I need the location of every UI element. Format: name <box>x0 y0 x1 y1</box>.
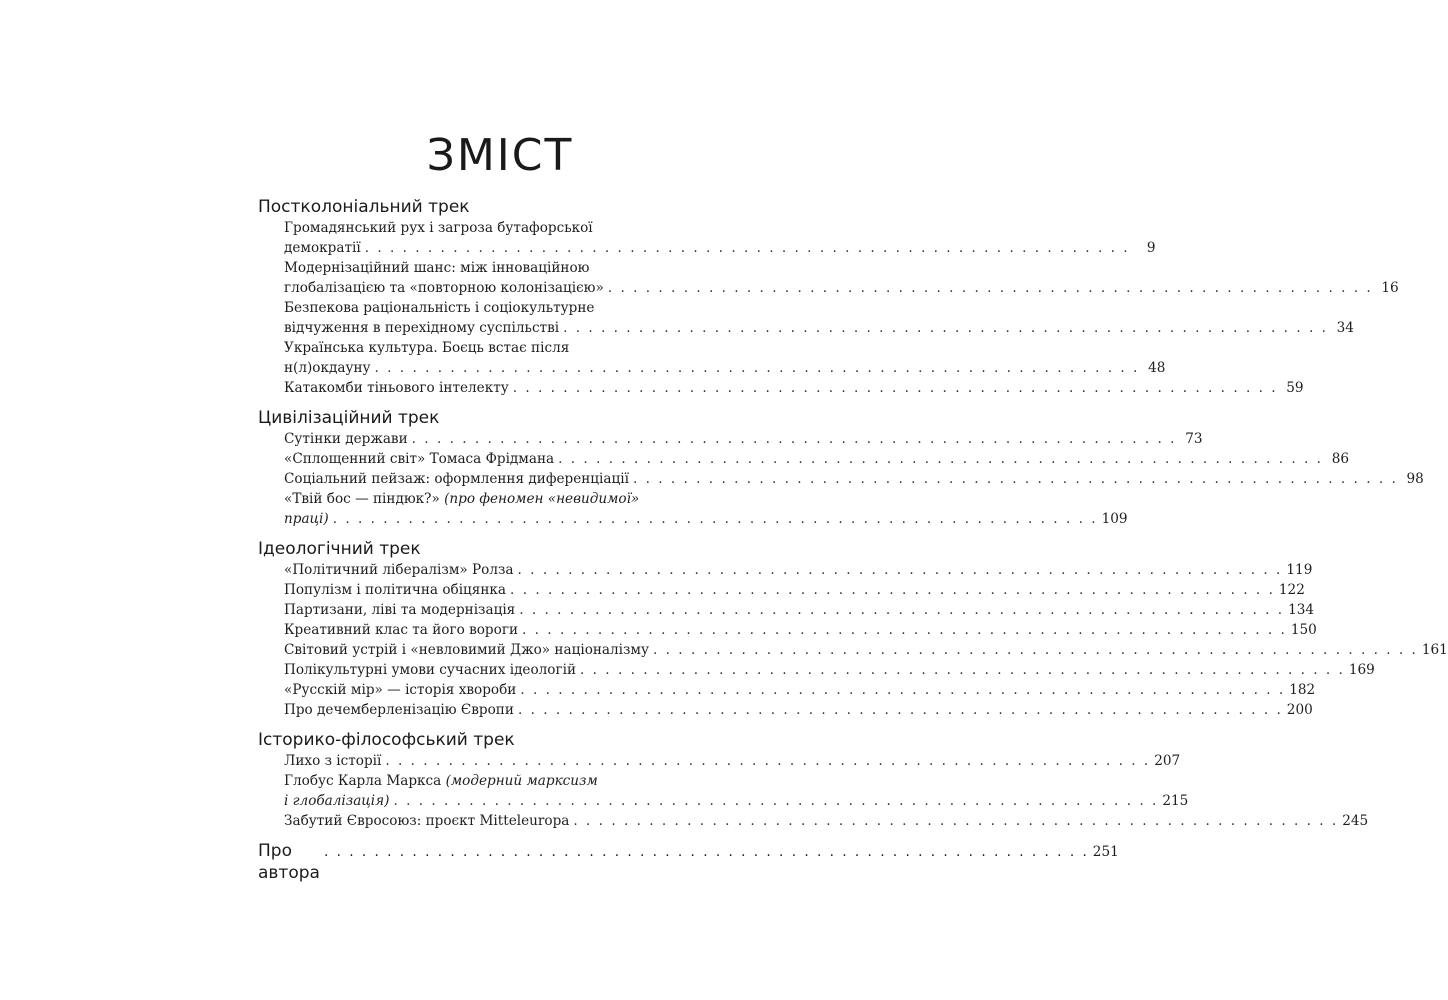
table-of-contents <box>258 196 1448 883</box>
entry-last-line <box>284 469 1424 489</box>
section-heading: Історико-філософський трек <box>258 730 515 750</box>
entry-title-text: Популізм і політична обіцянка <box>284 582 507 598</box>
entry-title-line <box>284 771 698 791</box>
toc-entry[interactable] <box>258 660 1375 680</box>
dot-leader: . . . . . . . . . . . . . . . . . . . . . . . . . . . . . . . . . . . . . . . . . . . . . . . . . . . . . . . . . . . . . <box>558 451 1323 467</box>
entry-title-line <box>284 258 698 278</box>
entry-title-text: Громадянський рух і загроза бутафорської <box>284 220 593 236</box>
entry-last-line <box>284 509 1128 529</box>
entry-last-line <box>284 358 1166 378</box>
page-number: 200 <box>1286 702 1313 718</box>
entry-title-text: Креативний клас та його вороги <box>284 622 519 638</box>
section-heading: Цивілізаційний трек <box>258 408 440 428</box>
entry-last-line <box>284 700 1313 720</box>
dot-leader: . . . . . . . . . . . . . . . . . . . . . . . . . . . . . . . . . . . . . . . . . . . . . . . . . . . . . . . . . . . . . <box>512 380 1278 396</box>
page-number: 215 <box>1162 793 1189 809</box>
entry-title-text: Світовий устрій і «невловимий Джо» націоналізму <box>284 642 650 658</box>
page-number: 134 <box>1288 602 1315 618</box>
toc-entry[interactable] <box>258 378 1304 398</box>
toc-entry[interactable] <box>258 449 1349 469</box>
toc-entry[interactable] <box>258 751 1181 771</box>
page-number: 251 <box>1092 844 1119 860</box>
page-number: 169 <box>1348 662 1375 678</box>
page-number: 207 <box>1154 753 1181 769</box>
author-label: Про автора <box>258 841 320 883</box>
page-title: ЗМІСТ <box>426 130 574 181</box>
page-number: 161 <box>1421 642 1448 658</box>
page-number: 59 <box>1286 380 1304 396</box>
dot-leader: . . . . . . . . . . . . . . . . . . . . . . . . . . . . . . . . . . . . . . . . . . . . . . . . . . . . . . . . . . . . . <box>653 642 1418 658</box>
dot-leader: . . . . . . . . . . . . . . . . . . . . . . . . . . . . . . . . . . . . . . . . . . . . . . . . . . . . . . . . . . . . . <box>519 602 1285 618</box>
page-number: 245 <box>1342 813 1369 829</box>
entry-last-line <box>284 811 1369 831</box>
entry-last-line <box>284 449 1349 469</box>
dot-leader: . . . . . . . . . . . . . . . . . . . . . . . . . . . . . . . . . . . . . . . . . . . . . . . . . . . . . . . . . . . . . <box>520 682 1286 698</box>
entry-title-text: «Твій бос — піндюк?» <box>284 491 440 507</box>
page-number: 73 <box>1185 431 1203 447</box>
toc-entry[interactable] <box>258 258 1399 298</box>
dot-leader: . . . . . . . . . . . . . . . . . . . . . . . . . . . . . . . . . . . . . . . . . . . . . . . . . . . . . . . . . . . . . <box>517 562 1283 578</box>
entry-title-text: Соціальний пейзаж: оформлення диференціації <box>284 471 629 487</box>
entry-last-line <box>284 791 1189 811</box>
page-number: 122 <box>1278 582 1305 598</box>
entry-title-text: «Сплощенний світ» Томаса Фрідмана <box>284 451 555 467</box>
entry-title-text: глобалізацією та «повторною колонізацією» <box>284 280 604 296</box>
entry-title-italic: праці) <box>284 511 329 527</box>
page-number: 86 <box>1331 451 1349 467</box>
page-number: 16 <box>1381 280 1399 296</box>
toc-entry[interactable] <box>258 580 1305 600</box>
dot-leader: . . . . . . . . . . . . . . . . . . . . . . . . . . . . . . . . . . . . . . . . . . . . . . . . . . . . . . . . . . . . . <box>411 431 1177 447</box>
entry-title-text: демократії <box>284 240 361 256</box>
entry-last-line <box>284 580 1305 600</box>
dot-leader: . . . . . . . . . . . . . . . . . . . . . . . . . . . . . . . . . . . . . . . . . . . . . . . . . . . . . . . . . . . . . <box>323 844 1089 860</box>
dot-leader: . . . . . . . . . . . . . . . . . . . . . . . . . . . . . . . . . . . . . . . . . . . . . . . . . . . . . . . . . . . . . <box>517 702 1283 718</box>
toc-entry[interactable] <box>258 298 1354 338</box>
entry-title-text: Модернізаційний шанс: між інноваційною <box>284 260 590 276</box>
entry-last-line <box>284 680 1316 700</box>
entry-title-line <box>284 338 698 358</box>
toc-entry[interactable] <box>258 218 1156 258</box>
entry-title-text: Про дечемберленізацію Європи <box>284 702 514 718</box>
entry-last-line <box>284 600 1315 620</box>
entry-title-line <box>284 298 698 318</box>
dot-leader: . . . . . . . . . . . . . . . . . . . . . . . . . . . . . . . . . . . . . . . . . . . . . . . . . . . . . . . . . . . . . <box>374 360 1140 376</box>
dot-leader: . . . . . . . . . . . . . . . . . . . . . . . . . . . . . . . . . . . . . . . . . . . . . . . . . . . . . . . . . . . . . <box>510 582 1275 598</box>
entry-title-text: Забутий Євросоюз: проєкт Mitteleuropa <box>284 813 570 829</box>
entry-title-text: Лихо з історії <box>284 753 382 769</box>
entry-title-text: Катакомби тіньового інтелекту <box>284 380 509 396</box>
entry-last-line <box>284 620 1317 640</box>
dot-leader: . . . . . . . . . . . . . . . . . . . . . . . . . . . . . . . . . . . . . . . . . . . . . . . . . . . . . . . . . . . . . <box>573 813 1339 829</box>
toc-entry[interactable] <box>258 700 1313 720</box>
dot-leader: . . . . . . . . . . . . . . . . . . . . . . . . . . . . . . . . . . . . . . . . . . . . . . . . . . . . . . . . . . . . . <box>563 320 1328 336</box>
entry-title-text: Безпекова раціональність і соціокультурне <box>284 300 595 316</box>
toc-entry[interactable] <box>258 338 1166 378</box>
entry-title-text: відчуження в перехідному суспільстві <box>284 320 560 336</box>
toc-entry[interactable] <box>258 811 1369 831</box>
dot-leader: . . . . . . . . . . . . . . . . . . . . . . . . . . . . . . . . . . . . . . . . . . . . . . . . . . . . . . . . . . . . . <box>522 622 1287 638</box>
toc-entry[interactable] <box>258 640 1448 660</box>
dot-leader: . . . . . . . . . . . . . . . . . . . . . . . . . . . . . . . . . . . . . . . . . . . . . . . . . . . . . . . . . . . . . <box>364 240 1130 256</box>
entry-title-text: Сутінки держави <box>284 431 408 447</box>
entry-last-line <box>284 318 1354 338</box>
page-number: 34 <box>1336 320 1354 336</box>
entry-title-italic: (про феномен «невидимої» <box>439 491 640 507</box>
entry-title-text: «Русскій мір» — історія хвороби <box>284 682 517 698</box>
entry-last-line <box>284 560 1313 580</box>
dot-leader: . . . . . . . . . . . . . . . . . . . . . . . . . . . . . . . . . . . . . . . . . . . . . . . . . . . . . . . . . . . . . <box>632 471 1398 487</box>
toc-entry[interactable] <box>258 469 1424 489</box>
toc-entry[interactable] <box>258 560 1313 580</box>
page-number: 150 <box>1290 622 1317 638</box>
author-entry[interactable] <box>258 840 1119 883</box>
dot-leader: . . . . . . . . . . . . . . . . . . . . . . . . . . . . . . . . . . . . . . . . . . . . . . . . . . . . . . . . . . . . . <box>393 793 1159 809</box>
entry-title-line <box>284 489 698 509</box>
entry-title-italic: і глобалізація) <box>284 793 390 809</box>
entry-last-line <box>284 751 1181 771</box>
toc-entry[interactable] <box>258 680 1316 700</box>
toc-entry[interactable] <box>258 429 1203 449</box>
entry-last-line <box>284 238 1156 258</box>
page-number: 48 <box>1148 360 1166 376</box>
entry-last-line <box>284 278 1399 298</box>
page-number: 182 <box>1289 682 1316 698</box>
toc-section <box>258 538 1448 720</box>
entry-last-line <box>284 429 1203 449</box>
dot-leader: . . . . . . . . . . . . . . . . . . . . . . . . . . . . . . . . . . . . . . . . . . . . . . . . . . . . . . . . . . . . . <box>385 753 1151 769</box>
entry-title-text: Партизани, ліві та модернізація <box>284 602 516 618</box>
toc-section <box>258 729 1369 831</box>
toc-section <box>258 196 1399 398</box>
section-heading: Ідеологічний трек <box>258 539 421 559</box>
dot-leader: . . . . . . . . . . . . . . . . . . . . . . . . . . . . . . . . . . . . . . . . . . . . . . . . . . . . . . . . . . . . . <box>332 511 1098 527</box>
entry-title-text: Глобус Карла Маркса <box>284 773 442 789</box>
dot-leader: . . . . . . . . . . . . . . . . . . . . . . . . . . . . . . . . . . . . . . . . . . . . . . . . . . . . . . . . . . . . . <box>607 280 1373 296</box>
entry-title-text: Полікультурні умови сучасних ідеологій <box>284 662 577 678</box>
toc-entry[interactable] <box>258 771 1189 811</box>
toc-entry[interactable] <box>258 600 1315 620</box>
entry-title-italic: (модерний марксизм <box>441 773 598 789</box>
toc-section <box>258 407 1424 529</box>
entry-last-line <box>284 640 1448 660</box>
page-number: 109 <box>1101 511 1128 527</box>
page-number: 98 <box>1406 471 1424 487</box>
entry-last-line <box>284 378 1304 398</box>
page-number: 9 <box>1146 240 1156 256</box>
entry-title-line <box>284 218 698 238</box>
page-number: 119 <box>1286 562 1313 578</box>
toc-entry[interactable] <box>258 489 1128 529</box>
entry-title-text: «Політичний лібералізм» Ролза <box>284 562 514 578</box>
toc-entry[interactable] <box>258 620 1317 640</box>
entry-title-text: н(л)окдауну <box>284 360 371 376</box>
entry-last-line <box>284 660 1375 680</box>
entry-title-text: Українська культура. Боєць встає після <box>284 340 570 356</box>
dot-leader: . . . . . . . . . . . . . . . . . . . . . . . . . . . . . . . . . . . . . . . . . . . . . . . . . . . . . . . . . . . . . <box>580 662 1345 678</box>
section-heading: Постколоніальний трек <box>258 197 470 217</box>
